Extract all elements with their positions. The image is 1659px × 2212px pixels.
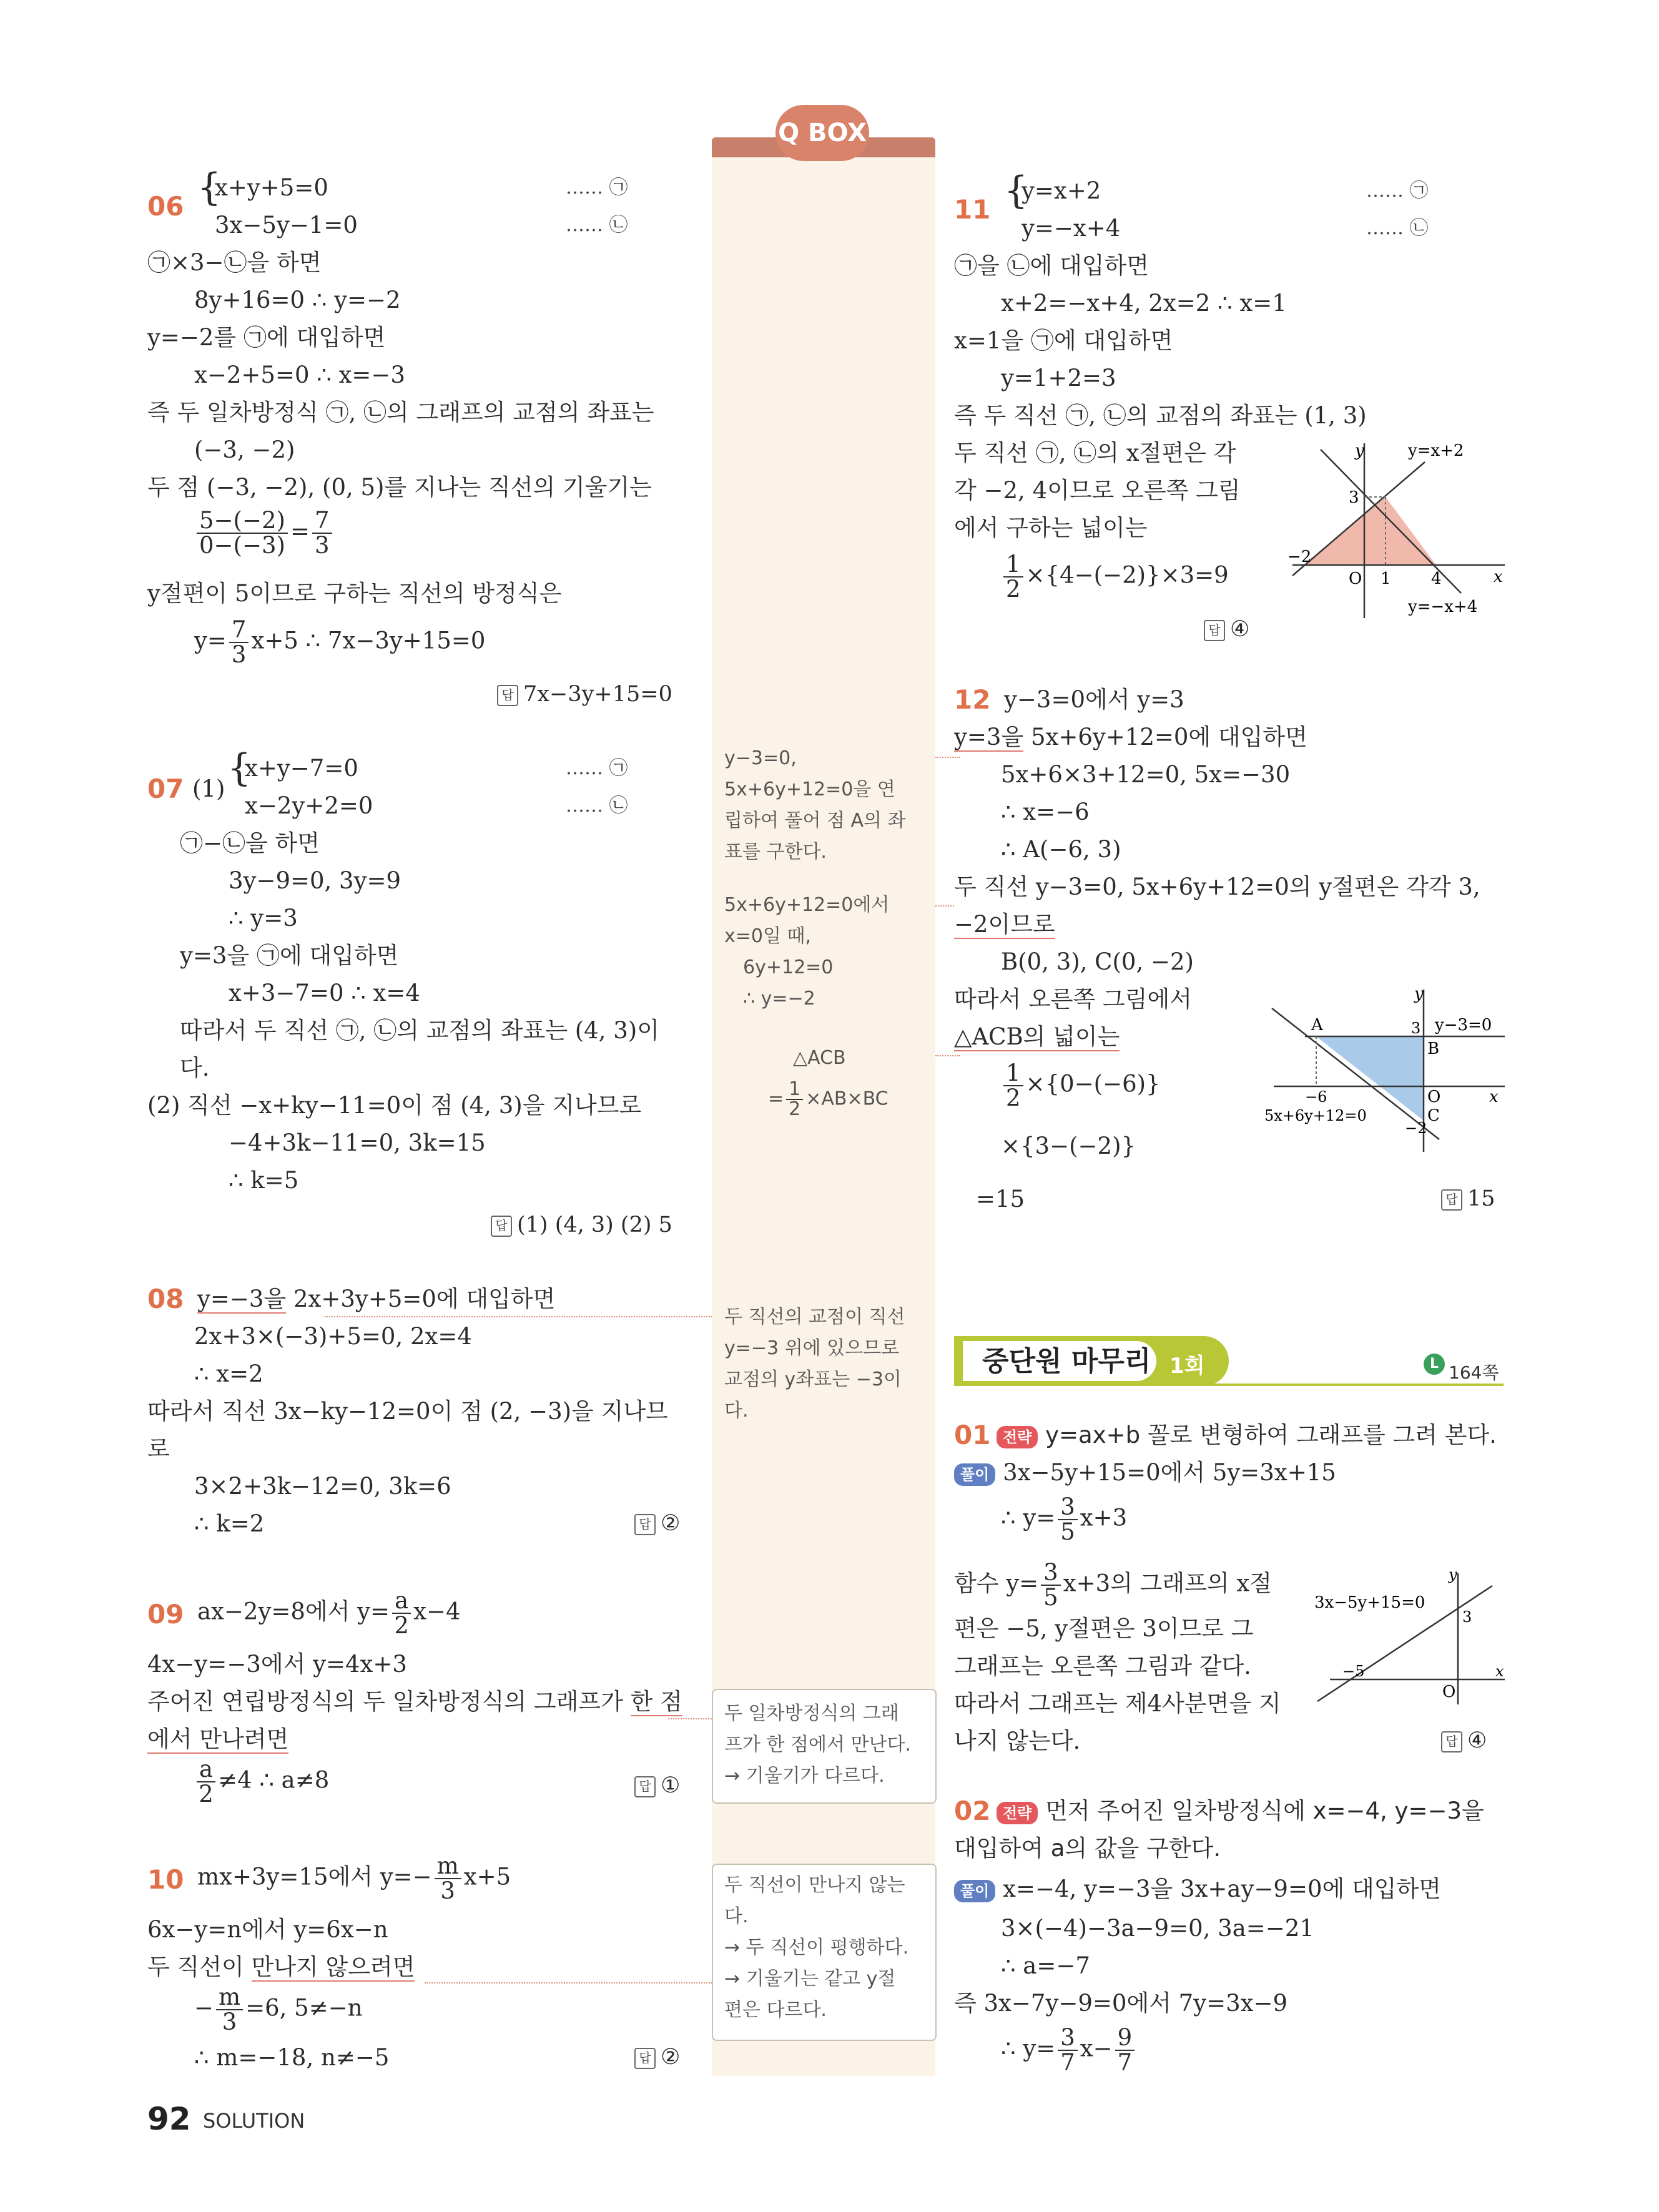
note-line: 두 직선이 만나지 않는 <box>724 1874 905 1896</box>
text: mx+3y=15에서 y=− <box>197 1863 432 1890</box>
answer <box>634 1505 680 1543</box>
answer-value: ② <box>661 2045 681 2070</box>
connector-line <box>425 1982 712 1983</box>
equation-mark: …… ㉠ <box>566 177 628 199</box>
solution-line: 따라서 직선 3x−ky−12=0이 점 (2, −3)을 지나므 <box>147 1398 668 1425</box>
solution-chip: 풀이 <box>954 1880 995 1902</box>
solution-line: 로 <box>147 1435 170 1462</box>
note-line: ∴ y=−2 <box>743 988 815 1010</box>
solution-line: ∴ y=3 <box>229 905 298 931</box>
answer-value: ① <box>661 1773 681 1798</box>
solution-line <box>1001 2026 1137 2075</box>
answer-value: ② <box>661 1511 681 1536</box>
answer <box>1441 1722 1487 1760</box>
problem-number: 09 <box>147 1599 184 1630</box>
solution-line: 에서 구하는 넓이는 <box>954 514 1148 541</box>
text: x+5 <box>463 1863 511 1890</box>
note-line: 5x+6y+12=0에서 <box>724 894 890 916</box>
y-label: y <box>1414 985 1424 1003</box>
text: x− <box>1080 2035 1113 2062</box>
answer-value: 15 <box>1467 1186 1495 1211</box>
side-note <box>724 890 889 1015</box>
solution-line: 따라서 그래프는 제4사분면을 지 <box>954 1690 1281 1717</box>
solution-line: 5x+6×3+12=0, 5x=−30 <box>1001 761 1291 788</box>
section-round: 1회 <box>1169 1354 1205 1379</box>
denominator: 3 <box>440 1877 455 1904</box>
strategy-text: 먼저 주어진 일차방정식에 x=−4, y=−3을 <box>1045 1797 1484 1824</box>
underlined-text: 한 점 <box>630 1688 682 1715</box>
solution-line: 두 직선 y−3=0, 5x+6y+12=0의 y절편은 각각 3, <box>954 873 1480 900</box>
problem-number: 07 <box>147 774 184 804</box>
note-line: 표를 구한다. <box>724 841 827 863</box>
equation-mark: …… ㉡ <box>566 214 628 236</box>
numerator: 1 <box>786 1080 803 1100</box>
solution-line: y=1+2=3 <box>1001 365 1116 391</box>
note-line: 다. <box>724 1400 749 1422</box>
text: x+3 <box>1080 1504 1128 1531</box>
text: 주어진 연립방정식의 두 일차방정식의 그래프가 <box>147 1688 631 1715</box>
system-brace: { <box>1004 169 1028 212</box>
text: ≠4 ∴ a≠8 <box>218 1766 330 1794</box>
equation: x+y−7=0 <box>245 755 358 782</box>
page-ref-badge: L <box>1424 1354 1445 1375</box>
equals: = <box>290 518 310 545</box>
line-label: 5x+6y+12=0 <box>1264 1107 1367 1124</box>
solution-line: 즉 두 직선 ㉠, ㉡의 교점의 좌표는 (1, 3) <box>954 402 1367 429</box>
side-note <box>724 1870 908 2026</box>
text: y= <box>194 627 227 654</box>
underlined-text: −2이므로 <box>954 911 1055 938</box>
solution-line <box>954 1018 1120 1056</box>
solution-line <box>954 1870 1441 1908</box>
note-line: → 두 직선이 평행하다. <box>724 1937 909 1959</box>
y-label: y <box>1449 1566 1457 1583</box>
origin-label: O <box>1349 569 1362 588</box>
text: ∴ y= <box>1001 2035 1056 2062</box>
solution-line: B(0, 3), C(0, −2) <box>1001 948 1194 975</box>
answer-icon: 답 <box>497 685 518 706</box>
tick-label: 1 <box>1381 569 1391 588</box>
point-label: C <box>1427 1106 1440 1125</box>
point-label: B <box>1427 1040 1440 1058</box>
answer-icon: 답 <box>1441 1731 1462 1752</box>
text: x=−4, y=−3을 3x+ay−9=0에 대입하면 <box>1003 1875 1441 1902</box>
answer-icon: 답 <box>1204 620 1225 641</box>
tick-label: −2 <box>1405 1119 1427 1137</box>
numerator: 7 <box>312 509 332 534</box>
problem-number: 10 <box>147 1864 184 1895</box>
side-note <box>793 1043 846 1074</box>
denominator: 3 <box>222 2008 237 2035</box>
strategy-chip: 전략 <box>997 1802 1038 1824</box>
solution-line <box>1001 1061 1161 1110</box>
solution-line <box>194 1985 363 2034</box>
note-line: 6y+12=0 <box>743 956 834 978</box>
side-note <box>724 1698 911 1792</box>
solution-line: (−3, −2) <box>194 436 295 463</box>
text: 함수 y= <box>954 1570 1039 1597</box>
answer-icon: 답 <box>634 1776 656 1797</box>
y-label: y <box>1355 441 1364 460</box>
solution-line <box>194 1757 329 1806</box>
origin-label: O <box>1427 1088 1441 1106</box>
tick-label: 3 <box>1349 488 1359 507</box>
solution-line: 4x−y=−3에서 y=4x+3 <box>147 1651 407 1678</box>
numerator: 1 <box>1003 553 1023 578</box>
numerator: a <box>392 1589 411 1614</box>
denominator: 3 <box>314 532 330 559</box>
solution-line <box>954 1453 1336 1492</box>
text: 3x−5y+15=0에서 5y=3x+15 <box>1003 1459 1336 1486</box>
side-note <box>724 743 906 868</box>
footer-label: SOLUTION <box>203 2109 305 2133</box>
solution-line: =15 <box>976 1186 1025 1212</box>
x-label: x <box>1495 1663 1504 1680</box>
part-label: (1) <box>192 775 225 802</box>
origin-label: O <box>1442 1683 1456 1701</box>
solution-line: 나지 않는다. <box>954 1728 1081 1754</box>
note-line: 립하여 풀어 점 A의 좌 <box>724 810 906 832</box>
answer-icon: 답 <box>634 1514 656 1535</box>
solution-line: 각 −2, 4이므로 오른쪽 그림 <box>954 477 1241 504</box>
solution-line: −4+3k−11=0, 3k=15 <box>229 1129 486 1156</box>
point-label: A <box>1311 1016 1323 1035</box>
system-brace: { <box>197 165 222 209</box>
slope-fraction-line <box>194 509 335 558</box>
solution-line: 두 점 (−3, −2), (0, 5)를 지나는 직선의 기울기는 <box>147 474 652 501</box>
text: 5x+6y+12=0에 대입하면 <box>1023 724 1307 750</box>
answer-icon: 답 <box>1441 1189 1462 1211</box>
tick-label: 4 <box>1431 569 1442 588</box>
solution-line: x=1을 ㉠에 대입하면 <box>954 327 1173 354</box>
numerator: 3 <box>1058 1495 1078 1520</box>
denominator: 3 <box>231 641 247 668</box>
note-line: x=0일 때, <box>724 925 812 947</box>
note-line: △ACB <box>793 1047 846 1069</box>
solution-line: ∴ k=5 <box>229 1167 299 1194</box>
numerator: 9 <box>1115 2026 1135 2051</box>
solution-line: ㉠을 ㉡에 대입하면 <box>954 252 1149 279</box>
solution-line: 3×(−4)−3a−9=0, 3a=−21 <box>1001 1915 1314 1942</box>
strategy-text: y=ax+b 꼴로 변형하여 그래프를 그려 본다. <box>1045 1422 1497 1448</box>
solution-line: ㉠×3−㉡을 하면 <box>147 249 322 276</box>
answer-value: 7x−3y+15=0 <box>523 682 672 707</box>
text: − <box>194 1994 214 2022</box>
denominator: 2 <box>199 1781 214 1807</box>
text: ×{0−(−6)} <box>1025 1070 1161 1098</box>
note-line: y−3=0, <box>724 747 797 769</box>
solution-line: ∴ k=2 <box>194 1510 265 1537</box>
solution-line: 두 직선 ㉠, ㉡의 x절편은 각 <box>954 440 1236 466</box>
note-line: → 기울기가 다르다. <box>724 1765 885 1787</box>
page-ref: 164쪽 <box>1449 1362 1499 1383</box>
solution-line <box>147 1948 415 1986</box>
x-label: x <box>1489 1088 1499 1106</box>
note-line: 프가 한 점에서 만난다. <box>724 1734 911 1756</box>
note-line: 두 직선의 교점이 직선 <box>724 1306 905 1328</box>
answer-value: (1) (4, 3) (2) 5 <box>517 1212 672 1237</box>
tick-label: −6 <box>1305 1088 1327 1106</box>
solution-chip: 풀이 <box>954 1463 995 1486</box>
solution-line: x+3−7=0 ∴ x=4 <box>229 980 420 1006</box>
solution-line: 따라서 두 직선 ㉠, ㉡의 교점의 좌표는 (4, 3)이 <box>180 1017 659 1044</box>
answer-value: ④ <box>1467 1728 1487 1753</box>
note-line: 교점의 y좌표는 −3이 <box>724 1369 902 1390</box>
denominator: 2 <box>1006 1084 1021 1111</box>
text: x+5 ∴ 7x−3y+15=0 <box>251 627 486 654</box>
problem-number: 08 <box>147 1284 184 1314</box>
answer <box>1204 611 1249 649</box>
solution-line: 따라서 오른쪽 그림에서 <box>954 986 1192 1013</box>
solution-line: 편은 −5, y절편은 3이므로 그 <box>954 1615 1254 1642</box>
denominator: 7 <box>1060 2049 1075 2076</box>
solution-line <box>147 1683 682 1721</box>
denominator: 5 <box>1043 1584 1058 1611</box>
side-note <box>768 1080 889 1119</box>
numerator: 3 <box>1041 1561 1061 1586</box>
answer-value: ④ <box>1230 617 1250 642</box>
denominator: 2 <box>394 1612 409 1639</box>
text: 두 직선이 <box>147 1954 252 1980</box>
solution-line: y−3=0에서 y=3 <box>1004 686 1184 713</box>
text: x−4 <box>413 1598 461 1625</box>
text: x+3의 그래프의 x절 <box>1063 1570 1272 1597</box>
connector-line <box>935 905 954 907</box>
answer <box>1441 1180 1495 1218</box>
problem-number: 02 <box>954 1796 991 1826</box>
solution-line: ×{3−(−2)} <box>1001 1133 1136 1159</box>
solution-line: ∴ m=−18, n≠−5 <box>194 2044 390 2071</box>
denominator: 2 <box>1006 576 1021 602</box>
underlined-text: 만나지 않으려면 <box>251 1954 415 1980</box>
equation-mark: …… ㉠ <box>1366 180 1429 202</box>
equation: y=x+2 <box>1021 177 1101 204</box>
system-brace: { <box>227 746 252 790</box>
denominator: 5 <box>1060 1518 1075 1545</box>
answer-icon: 답 <box>634 2048 656 2069</box>
equation: x−2y+2=0 <box>245 792 373 819</box>
underlined-text: y=−3을 <box>197 1285 287 1312</box>
line-label: y−3=0 <box>1435 1016 1492 1035</box>
solution-line: ㉠−㉡을 하면 <box>180 830 320 857</box>
solution-line <box>197 1280 555 1318</box>
text: 2x+3y+5=0에 대입하면 <box>286 1285 556 1312</box>
connector-line <box>325 1316 712 1317</box>
connector-line <box>668 1718 712 1719</box>
page-number: 92 <box>147 2101 191 2137</box>
equation: y=−x+4 <box>1021 215 1121 242</box>
numerator: 7 <box>229 618 249 643</box>
tick-label: 3 <box>1462 1608 1472 1626</box>
solution-line: 즉 두 일차방정식 ㉠, ㉡의 그래프의 교점의 좌표는 <box>147 399 654 426</box>
shaded-triangle <box>1305 497 1436 565</box>
answer <box>497 676 672 714</box>
solution-line <box>194 618 485 667</box>
solution-line <box>147 1720 288 1758</box>
tick-label: 3 <box>1411 1020 1421 1037</box>
denominator: 0−(−3) <box>199 532 285 559</box>
solution-line: 3×2+3k−12=0, 3k=6 <box>194 1473 451 1500</box>
graph-q11 <box>1286 437 1511 624</box>
solution-line: 다. <box>180 1054 210 1081</box>
problem-number: 12 <box>954 684 991 715</box>
solution-line: 그래프는 오른쪽 그림과 같다. <box>954 1653 1251 1679</box>
text: ×{4−(−2)}×3=9 <box>1025 561 1229 589</box>
strategy-line <box>997 1792 1484 1830</box>
solution-line <box>1001 1495 1127 1544</box>
problem-number: 01 <box>954 1420 991 1450</box>
problem-number: 06 <box>147 191 184 222</box>
strategy-line <box>997 1416 1497 1454</box>
answer <box>634 2038 680 2077</box>
solution-line: ∴ x=2 <box>194 1360 263 1387</box>
solution-line: y=3을 ㉠에 대입하면 <box>180 942 399 969</box>
section-title: 중단원 마무리 <box>982 1345 1151 1377</box>
solution-line: 6x−y=n에서 y=6x−n <box>147 1916 388 1943</box>
denominator: 2 <box>789 1098 801 1120</box>
tick-label: −5 <box>1342 1663 1365 1680</box>
text: ∴ y= <box>1001 1504 1056 1531</box>
numerator: 1 <box>1003 1061 1023 1086</box>
note-line: 다. <box>724 1905 749 1927</box>
note-line: 5x+6y+12=0을 연 <box>724 779 895 800</box>
solution-line: x+2=−x+4, 2x=2 ∴ x=1 <box>1001 290 1287 317</box>
solution-line: (2) 직선 −x+ky−11=0이 점 (4, 3)을 지나므로 <box>147 1092 642 1119</box>
text: ×AB×BC <box>805 1088 889 1110</box>
solution-line: y절편이 5이므로 구하는 직선의 방정식은 <box>147 580 562 607</box>
equation-mark: …… ㉡ <box>1366 217 1429 239</box>
note-line: y=−3 위에 있으므로 <box>724 1337 900 1359</box>
numerator: m <box>216 1985 243 2010</box>
text: ax−2y=8에서 y= <box>197 1598 390 1625</box>
solution-line: x−2+5=0 ∴ x=−3 <box>194 361 405 388</box>
solution-line: 8y+16=0 ∴ y=−2 <box>194 287 401 313</box>
text: =6, 5≠−n <box>245 1994 363 2022</box>
underlined-text: y=3을 <box>954 724 1024 750</box>
note-line: → 기울기는 같고 y절 <box>724 1968 896 1990</box>
solution-line <box>954 1561 1272 1610</box>
solution-line: y=−2를 ㉠에 대입하면 <box>147 324 386 351</box>
solution-line <box>954 905 1055 943</box>
numerator: m <box>435 1854 461 1879</box>
equation-mark: …… ㉡ <box>566 795 628 817</box>
equation: x+y+5=0 <box>215 174 328 201</box>
answer-icon: 답 <box>491 1216 512 1237</box>
connector-line <box>935 757 960 758</box>
solution-line: ∴ A(−6, 3) <box>1001 836 1121 863</box>
numerator: a <box>197 1757 215 1782</box>
strategy-line: 대입하여 a의 값을 구한다. <box>954 1835 1221 1862</box>
equation: 3x−5y−1=0 <box>215 212 358 238</box>
section-header <box>954 1336 1504 1386</box>
solution-line: ∴ a=−7 <box>1001 1952 1090 1979</box>
numerator: 3 <box>1058 2026 1078 2051</box>
underlined-text: 에서 만나려면 <box>147 1726 289 1752</box>
solution-line <box>197 1854 511 1903</box>
line-label: y=−x+4 <box>1408 597 1478 616</box>
note-line: 편은 다르다. <box>724 1999 827 2021</box>
underlined-text: △ACB의 넓이는 <box>954 1023 1120 1050</box>
solution-line: 3y−9=0, 3y=9 <box>229 867 401 894</box>
graph-s01 <box>1311 1561 1511 1711</box>
note-line: 두 일차방정식의 그래 <box>724 1703 899 1724</box>
solution-line <box>954 718 1307 756</box>
problem-number: 11 <box>954 194 991 225</box>
denominator: 7 <box>1117 2049 1133 2076</box>
strategy-chip: 전략 <box>997 1426 1038 1448</box>
solution-line <box>197 1589 461 1638</box>
solution-line <box>1001 553 1229 601</box>
equation-mark: …… ㉠ <box>566 757 628 779</box>
solution-line: 즉 3x−7y−9=0에서 7y=3x−9 <box>954 1990 1288 2017</box>
text: = <box>768 1088 784 1110</box>
solution-line: ∴ x=−6 <box>1001 799 1090 825</box>
side-note <box>724 1302 905 1427</box>
graph-q12 <box>1261 980 1511 1155</box>
answer <box>491 1206 672 1244</box>
answer <box>634 1767 680 1805</box>
line-label: 3x−5y+15=0 <box>1314 1593 1425 1612</box>
qbox-label: Q BOX <box>778 119 867 147</box>
numerator: 5−(−2) <box>197 509 288 534</box>
tick-label: −2 <box>1287 548 1312 566</box>
qbox-badge <box>775 105 869 161</box>
line-label: y=x+2 <box>1408 441 1464 460</box>
section-rule <box>954 1384 1504 1386</box>
x-label: x <box>1494 568 1503 586</box>
solution-line: 2x+3×(−3)+5=0, 2x=4 <box>194 1323 472 1350</box>
